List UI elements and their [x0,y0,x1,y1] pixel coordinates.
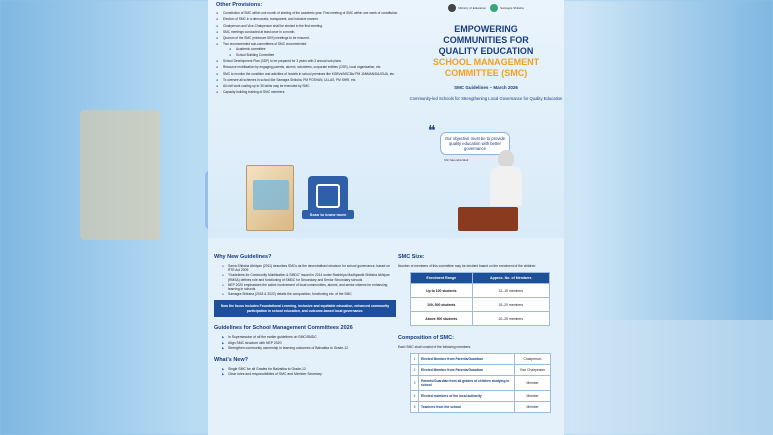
title-line: EMPOWERING [454,24,518,34]
guidelines-2026-heading: Guidelines for School Management Committees 2026 [214,325,353,332]
right-column [398,254,558,413]
why-heading: Why New Guidelines? [214,254,272,260]
table-cell: 1 [411,354,419,365]
table-row [411,298,550,312]
title-line: QUALITY EDUCATION [438,46,534,56]
list-item: ● Election of SMC in a democratic, transparent, and inclusive manner. [216,17,408,21]
table-row [411,365,551,376]
table-cell: 20–25 members [472,312,549,326]
table-cell: 2 [411,365,419,376]
smc-size-heading: SMC Size: [398,254,425,260]
samagra-logo [490,4,524,12]
table-row [411,312,550,326]
list-item: ● Constitution of SMC within one month of starting of the academic year. First meeting of SMC within one week of constitution. [216,11,408,15]
table-cell: 12–15 members [472,284,549,298]
open-quote-icon: ❝ [428,123,436,139]
title-column [408,2,564,102]
list-item: ● School Building Committee [229,53,408,57]
list-item: ● School Development Plan (SDP) to be prepared for 3 years with 3 annual sub plans. [216,59,408,63]
quote-author: Shri Narendra Modi [444,158,469,162]
table-cell: Elected Member from Parents/Guardian [419,354,515,365]
left-column [214,254,396,378]
table-header-row [411,273,550,284]
list-item: ● Quorum of the SMC (minimum 50%) meetings to be ensured. [216,36,408,40]
focus-banner: Now the focus includes Foundational Learning, inclusive and equitable education, enhanced community participation in school education, and outcome-based local governance. [214,300,396,317]
emblem-icon [448,4,456,12]
list-item: ● SMC to monitor the condition and activities of hostels in school premises like KGBVs/NSCBs/ PM JANMAN/DAJGUA, etc. [216,72,408,76]
table-cell: Up to 100 students [411,284,473,298]
table-row [411,354,551,365]
samagra-icon [490,4,498,12]
table-cell: Teachers from the school [419,402,515,413]
table-cell: Elected members of the local authority [419,391,515,402]
table-cell: 100–500 students [411,298,473,312]
ministry-logo-text: Ministry of Education [458,6,487,10]
list-item: ● Academic committee [229,47,408,51]
list-item [216,42,408,56]
infographic-document [208,0,564,435]
blurred-book-background [80,110,160,240]
provisions-column [216,2,408,97]
qr-scan-label: Scan to know more [302,210,354,219]
ministry-logo [448,4,486,12]
table-cell: 15–20 members [472,298,549,312]
list-item: ● Capacity building training of SMC members. [216,90,408,94]
guidelines-2026-list [214,335,396,351]
table-cell: Above 500 students [411,312,473,326]
guidelines-book-cover [246,165,294,231]
list-item: ▶ In Supersession of all the earlier guidelines on SMC/SMDC [222,335,396,339]
table-row [411,391,551,402]
list-item: ▶ Align SMC structure with NEP 2020 [222,341,396,345]
composition-table [410,353,551,413]
title-line: COMMUNITIES FOR [443,35,529,45]
table-cell: 4 [411,391,419,402]
top-section [208,0,564,238]
table-cell: Member [515,376,551,391]
smc-size-table [410,272,550,326]
list-item: ● Sarva Shiksha Abhiyan (2011) describes SMCs as the decentralised structure for school governance, based on RTE Act 2009 [222,264,396,272]
table-row [411,402,551,413]
provisions-list [216,11,408,95]
why-list [214,264,396,296]
table-cell: Elected Member from Parents/Guardian [419,365,515,376]
list-item: ● All civil work costing up to 30 lakhs may be executed by SMC. [216,84,408,88]
table-cell: 3 [411,376,419,391]
list-item: ● Resource mobilisation by engaging parents, alumni, volunteers, corporate entities (CSR), local organisation, etc. [216,65,408,69]
table-header-cell: Approx. No. of Members [472,273,549,284]
composition-note: Each SMC shall consist of the following members: [398,345,472,350]
title-line: COMMITTEE (SMC) [444,68,528,78]
table-row [411,284,550,298]
table-header-cell: Enrolment Range [411,273,473,284]
list-item: ▶ Clear roles and responsibilities of SMC and Member Secretary [222,372,396,376]
speaker-photo [486,150,526,210]
list-item: ● Samagra Shiksha (2018 & 2022) details the composition, functioning etc. of the SMC [222,292,396,296]
subcommittee-list [223,47,408,57]
table-cell: Chairperson [515,354,551,365]
book-illustration [253,180,289,210]
blurred-table-background [573,320,773,435]
tagline: Community-led Schools for Strengthening Local Governance for Quality Education [409,96,563,101]
bottom-section [208,238,564,435]
list-item: ● To oversee all schemes in school like Samagra Shiksha, PM POSHAN, ULLAS, PM SHRI, etc. [216,78,408,82]
provisions-heading: Other Provisions: [216,2,263,8]
guidelines-date: SMC Guidelines – March 2026 [454,85,518,90]
list-item: ● SMC meetings conducted at least once in a month. [216,30,408,34]
podium [458,207,518,231]
page-title [408,24,564,57]
table-row [411,376,551,391]
whats-new-heading: What's New? [214,356,249,363]
quote-box: Our objective must be to provide quality education with better governance [440,132,510,155]
list-item: ▶ Strengthen community ownership in learning outcomes of Balvatika to Grade-12 [222,346,396,350]
table-cell: Member [515,391,551,402]
speaker-body [490,166,522,206]
page-subtitle [408,57,564,79]
table-cell: Vice Chairperson [515,365,551,376]
smc-size-note: Number of members of this committee may be decided based on the enrolment of the children: [398,264,537,268]
table-cell: Member [515,402,551,413]
table-cell: Parents/Guardian from all grades of children studying in school [419,376,515,391]
composition-heading: Composition of SMC: [398,335,454,342]
table-cell: 5 [411,402,419,413]
samagra-logo-text: Samagra Shiksha [500,6,524,10]
list-item: ● “Guidelines for Community Mobilisation & SMDC” issued in 2014 under Rashtriya Madhyamik Shiksha Abhiyan (RMSA) defines role and functioning of SMDC for Secondary and Senior Secondary schools [222,273,396,281]
list-item-text: Two recommended sub-committees of SMC recommended [223,42,307,47]
list-item: ▶ Single SMC for all Grades for Balvatika to Grade-12 [222,367,396,371]
qr-icon [316,184,340,208]
title-line: SCHOOL MANAGEMENT [432,57,540,67]
list-item: ● NEP 2020 emphasizes the active involvement of local communities, alumni, and senior citizens for enhancing learning in schools [222,283,396,291]
list-item: ● Chairperson and Vice-Chairperson shall be elected in the first meeting. [216,24,408,28]
whats-new-list [214,367,396,377]
logos [408,4,564,12]
